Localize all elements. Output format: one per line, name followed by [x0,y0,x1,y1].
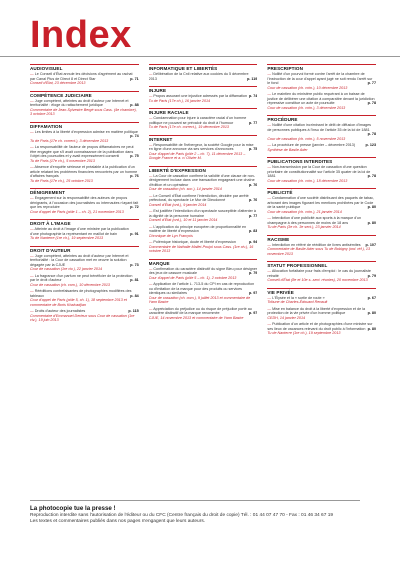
index-section [149,64,258,81]
entry-page: p. 80 [367,220,377,225]
entry-reference: Commentaire de Basile Ader sous Tu de Bobigny (ord. réf.), 13 novembre 2013 [267,247,371,256]
entry-reference: Cour de cassation (ch. com.), 10 décembre 2013 [30,282,110,287]
notice-line: Les textes et commentaires publiés dans nos pages n'engagent que leurs auteurs. [30,519,206,524]
index-section [30,91,139,117]
index-entry [149,194,258,208]
index-section [267,261,376,283]
index-entry [149,209,258,223]
entry-page: p. 77 [248,213,258,218]
page-header [0,0,400,70]
section-heading: INJURE RACIALE [149,108,258,115]
index-entry [30,99,139,117]
entry-reference: Commentaire d'Emmanuel Derieux sous Cour de cassation (1re civ.), 19 juin 2013 [30,313,135,322]
section-heading: INTERNET [149,135,258,142]
index-entry [149,143,258,161]
entry-page: p. 107 [365,242,377,247]
entry-page: p. 80 [367,326,377,331]
entry-page: p. 80 [367,205,377,209]
entry-page: p. 76 [248,198,258,202]
entry-page: p. 91 [130,231,139,236]
index-section [30,219,139,241]
index-entry [267,123,376,141]
index-entry [267,322,376,336]
entry-reference: Conseil d'État (ord.), 10 et 11 janvier 2014 [148,218,218,222]
index-entry [30,130,139,144]
entry-text: — Interdiction d'une publicité aux sports à la marque d'un champagne à des personnes de moins de 18 ans p. 80 [267,216,376,225]
entry-text: — Appréciation du préjudice ou du risque de préjudice porté au caractère distinctif de la marque renommée p. 97 [149,307,258,316]
entry-text: — L'application du principe européen de proportionnalité en matière de liberté d'expression p. 83 [149,225,258,234]
entry-text: — Nullité d'une citation incriminant le délit de diffusion d'images de personnes publiques à l'insu de l'article 35 de la loi de 1881 p. 78 [267,123,376,132]
entry-page: p. 115 [128,309,139,313]
entry-reference: Cour d'appel de Paris (pôle 5 – ch. 1), 2 octobre 2013 [148,275,237,280]
entry-reference: Tu de Paris (3e ch. 3e sect.), 23 janvier 2014 [267,225,341,229]
index-section [267,188,376,230]
section-heading: INJURE [149,86,258,93]
index-entry [149,94,258,103]
section-heading: DROIT À L'IMAGE [30,219,139,226]
entry-reference: Cour de cassation (ch. crim.), 3 décembre 2013 [267,105,346,110]
index-section [30,122,139,184]
entry-text: — Responsabilité de l'hébergeur, la société Google pour la mise en ligne d'une annonce via ses services d'annonces p. 75 [149,143,258,152]
entry-text: — Les limites à la liberté d'expression admise en matière politique p. 74 [30,130,139,135]
entry-reference: Cour d'appel de Paris (pôle 1 – ch. 2), 21 novembre 2013 [30,209,124,214]
entry-reference: Conseil d'État (8e et 10e s.-sect. réunies), 20 novembre 2013 [267,278,368,282]
entry-page: p. 73 [130,262,139,267]
entry-text: — Le Conseil d'État annule les décisions d'agrément au rachat par Canal Plus de Direct 8 et Direct Star p. 71 [30,72,139,81]
section-heading: PROCÉDURE [267,115,376,122]
entry-text: — Atteinte au droit à l'image d'une ministre par la publication d'une photographie la représentant en maillot de bain p. 91 [30,227,139,236]
entry-text: — Est justifiée l'interdiction d'un spectacle susceptible d'attenter à la dignité de la personne humaine p. 77 [149,209,258,218]
entry-text: — Polémique historique, doute et liberté d'expression p. 94 [149,240,258,245]
entry-page: p. 74 [248,94,258,98]
entry-page: p. 119 [247,76,258,81]
entry-text: — Rééditions contrefaisantes de photographies modifiées des tableaux p. 84 [30,289,139,298]
entry-page: p. 71 [130,76,139,81]
index-section [149,166,258,254]
entry-reference: Tu de Paris (17e ch.), 5 novembre 2013 [30,158,95,163]
entry-reference: CEDH, 14 janvier 2014 [267,315,306,320]
section-heading: PUBLICITÉ [267,188,376,195]
entry-page: p. 78 [367,174,377,178]
entry-reference: Chronique de Lyn François [148,233,193,238]
entry-text: — La procédure de presse (janvier – décembre 2013) p. 123 [267,143,376,148]
entry-reference: Cour de cassation (ch. soc.), 14 janvier 2014 [148,187,222,191]
section-heading: RACISME [267,235,376,242]
section-heading: INFORMATIQUE ET LIBERTÉS [149,64,258,71]
entry-page: p. 88 [130,103,139,107]
index-entry [267,216,376,230]
index-entry [149,267,258,281]
entry-text: — L'Élysée et la « sortie de route » p. 67 [267,296,376,301]
entry-page: p. 97 [248,291,258,295]
index-entry [149,72,258,81]
entry-text: — Engagement sur la responsabilité des auteurs de propos dénigrants, à l'occasion des journalistes ou internautes n'ayant fait que les reproduire p. 72 [30,196,139,210]
index-entry [30,165,139,183]
entry-page: p. 79 [367,273,377,278]
entry-text: — Absence d'enquête sérieuse et préalable à la publication d'un article relatant les problèmes financiers rencontrés par un homme d'affaires français p. 76 [30,165,139,179]
entry-reference: Tu de Paris (17e ch. correct.), 19 décembre 2013 [148,125,229,129]
index-entry [30,196,139,214]
index-section [267,64,376,110]
entry-text: — Publication d'un article et de photographies d'une ministre sur ses lieux de vacances relevant du droit public à l'information p. 80 [267,322,376,331]
section-heading: AUDIOVISUEL [30,64,139,71]
entry-page: p. 123 [365,143,377,147]
index-column [149,64,258,494]
entry-page: p. 94 [248,240,258,244]
index-entry [149,307,258,321]
entry-page: p. 77 [367,81,377,85]
entry-text: — Allocation forfaitaire pour frais d'emploi : le cas du journaliste retraité p. 79 [267,269,376,278]
entry-text: — Propos assurant une injustice adressés par la diffamation p. 74 [149,94,258,99]
index-section [267,157,376,183]
index-section [30,188,139,214]
entry-text: — Interdiction en référé de réédition de livres antisémites p. 107 [267,243,376,248]
notice-title: La photocopie tue la presse ! [30,505,116,512]
index-section [149,135,258,161]
index-entry [149,225,258,239]
section-heading: LIBERTÉ D'EXPRESSION [149,166,258,173]
index-section [30,64,139,86]
index-entry [30,72,139,86]
page-title: Index [30,14,132,56]
index-section [267,288,376,336]
section-heading: MARQUE [149,259,258,266]
index-entry [149,282,258,305]
entry-text: — Application de l'article L. 713-5 du CPI en cas de reproduction ou d'imitation de la marque pour des produits ou services identiques ou similaires p. 97 [149,282,258,296]
entry-text: — Le Conseil d'État confirme l'interdiction, décidée par arrêté préfectoral, du spectacle Le Mur de Dieudonné p. 76 [149,194,258,203]
entry-reference: Cour de cassation (ch. crim.), 5 novembre 2013 [267,136,346,141]
index-section [267,115,376,152]
entry-text: — Le maintien du ministère public requérant à un baisse de justice de délibérer une citation à comparaître devant la juridiction répressive constitue un acte de poursuite p. 78 [267,92,376,106]
entry-page: p. 67 [367,295,377,300]
entry-page: p. 97 [248,311,258,315]
entry-text: — Condamnation pour injure à caractère racial d'un homme politique ne pouvant se prévaloir du droit à l'humour p. 77 [149,116,258,125]
entry-reference: Cour de cassation (ch. crim.), 18 décembre 2013 [267,178,348,183]
entry-text: — La responsabilité de l'auteur de propos diffamatoires ne peut être engagée que s'il avait connaissance de la publication dans l'objet des poursuites et y avait expressément consenti p. 75 [30,145,139,159]
entry-reference: Tu de Nanterre (1re ch.), 19 septembre 2013 [267,331,341,335]
index-entry [149,174,258,192]
entry-text: — Juge compétent, atteintes au droit d'auteur par Internet et territorialité : la Cour de cassation met en œuvre la solution dégagée par la CJUE p. 73 [30,254,139,268]
index-entry [267,296,376,305]
section-heading: COMPÉTENCE JUDICIAIRE [30,91,139,98]
entry-reference: Cour de cassation (ch. com.), 9 juillet 2013 et commentaire de Yann Basire [148,295,251,304]
entry-reference: Tu de Paris (17e ch.), 25 octobre 2013 [30,178,93,183]
index-entry [30,227,139,241]
index-column [267,64,376,494]
entry-reference: Cour d'appel de Paris (pôle 2 – ch. 7), 11 décembre 2013 – Google France et a. c/ Olivier M. [148,151,246,160]
entry-reference: Conseil d'État, 23 décembre 2013 [30,81,86,85]
entry-reference: Tribune de Charles-Édouard Renault [267,300,328,304]
entry-text: — La fragrance d'un parfum ne peut bénéficier de la protection par le droit d'auteur p. 81 [30,274,139,283]
index-entry [149,116,258,130]
entry-reference: Commentaire de Nathalie Mallet-Poujol sous Cass. (1re civ.), 16 octobre 2013 [148,244,254,253]
index-section [149,108,258,130]
entry-page: p. 77 [248,120,258,125]
entry-page: p. 76 [130,174,139,178]
index-section [149,86,258,103]
index-entry [30,274,139,288]
index-entry [267,165,376,183]
entry-page: p. 78 [367,101,377,105]
entry-page: p. 76 [248,182,258,187]
section-heading: DROIT D'AUTEUR [30,246,139,253]
header-divider [0,56,400,57]
entry-page: p. 81 [130,278,139,282]
entry-page: p. 79 [248,271,258,275]
section-heading: PUBLICATIONS INTERDITES [267,157,376,164]
notice-line: Reproduction interdite sans l'autorisation de l'éditeur ou du CFC (Centre français du droit de copie) Tél. : 01 44 07 47 70 - Fax : 01 46 34 67 19 [30,513,334,518]
section-heading: DÉNIGREMENT [30,188,139,195]
entry-page: p. 74 [130,134,139,138]
entry-reference: Conseil d'État (ord.), 9 janvier 2014 [148,202,207,207]
entry-page: p. 80 [367,311,377,315]
index-entry [267,143,376,152]
entry-text: — Non-transmission par la Cour de cassation d'une question prioritaire de constitutionnalité sur l'article 35 quater de la loi de 1881 p. 78 [267,165,376,179]
entry-text: — Droits d'auteur des journalistes p. 115 [30,309,139,314]
entry-page: p. 78 [367,132,377,136]
section-heading: PRESCRIPTION [267,64,376,71]
entry-page: p. 75 [248,147,258,151]
entry-reference: Commentaire de Jean-Sylvestre Bergé sous Cass. (4e chambre), 3 octobre 2013 [30,107,137,116]
index-section [30,246,139,323]
index-entry [267,72,376,90]
entry-reference: Cour de cassation (ch. crim.), 21 janvier 2014 [267,209,342,214]
entry-reference: Tu de Paris (17e ch.), 16 janvier 2014 [148,98,211,103]
index-entry [267,92,376,110]
index-entry [30,145,139,163]
entry-text: — Délibération de la Cnil relative aux cookies du 5 décembre 2013 p. 119 [149,72,258,81]
entry-text: — Condamnation d'une société distribuant des paquets de tabac, arborant des images figurant les mentions prohibées par le Code de la santé publique p. 80 [267,196,376,210]
index-entry [30,289,139,307]
entry-reference: Cour de cassation (ch. crim.), 10 décembre 2013 [267,85,348,90]
index-entry [267,196,376,214]
index-column [30,64,139,494]
section-heading: DIFFAMATION [30,122,139,129]
entry-page: p. 83 [248,229,258,233]
entry-reference: Synthèse de Basile Ader [267,147,308,152]
entry-text: — Juge compétent, atteintes au droit d'auteur par Internet et territorialité : éloge du rattachement juridique p. 88 [30,99,139,108]
entry-page: p. 72 [130,205,139,209]
index-columns [30,64,376,494]
entry-reference: Tu de Paris (17e ch. correct.), 3 décembre 2013 [30,138,109,143]
index-section [149,259,258,321]
index-entry [267,269,376,283]
entry-page: p. 75 [130,154,139,158]
index-entry [267,307,376,321]
entry-text: — La Cour de cassation confirme la validité d'une clause de non-dénigrement incluse dans une transaction engageant une chaîne d'édition et un opérateur p. 76 [149,174,258,188]
section-heading: STATUT PROFESSIONNEL [267,261,376,268]
entry-reference: CJUE, 14 novembre 2013 et commentaire de Yann Basire [148,315,244,320]
index-section [267,235,376,257]
entry-text: — Nullité d'un pourvoi formé contre l'arrêt de la chambre de l'instruction de la cour d'appel ayant jugé ne soit rendu l'arrêt sur le fond p. 77 [267,72,376,86]
index-entry [149,240,258,254]
entry-reference: Cour d'appel de Paris (pôle 5, ch. 1), 18 septembre 2013 et commentaire de Boris Khalvadjian [30,298,127,307]
section-heading: VIE PRIVÉE [267,288,376,295]
copyright-notice [30,500,360,541]
index-entry [30,309,139,323]
index-entry [267,243,376,257]
index-entry [30,254,139,272]
entry-text: — Confirmation du caractère distinctif du signe Bleu pour désigner des jeux de cassure musicale p. 79 [149,267,258,276]
entry-text: — Mise en balance du droit à la liberté d'expression et de la protection de la vie privée d'un homme politique p. 80 [267,307,376,316]
entry-reference: Cour de cassation (1re civ.), 22 janvier 2014 [30,267,103,271]
entry-reference: Tu de Nanterre (1re ch.), 19 septembre 2013 [30,236,104,240]
entry-page: p. 84 [130,293,139,298]
